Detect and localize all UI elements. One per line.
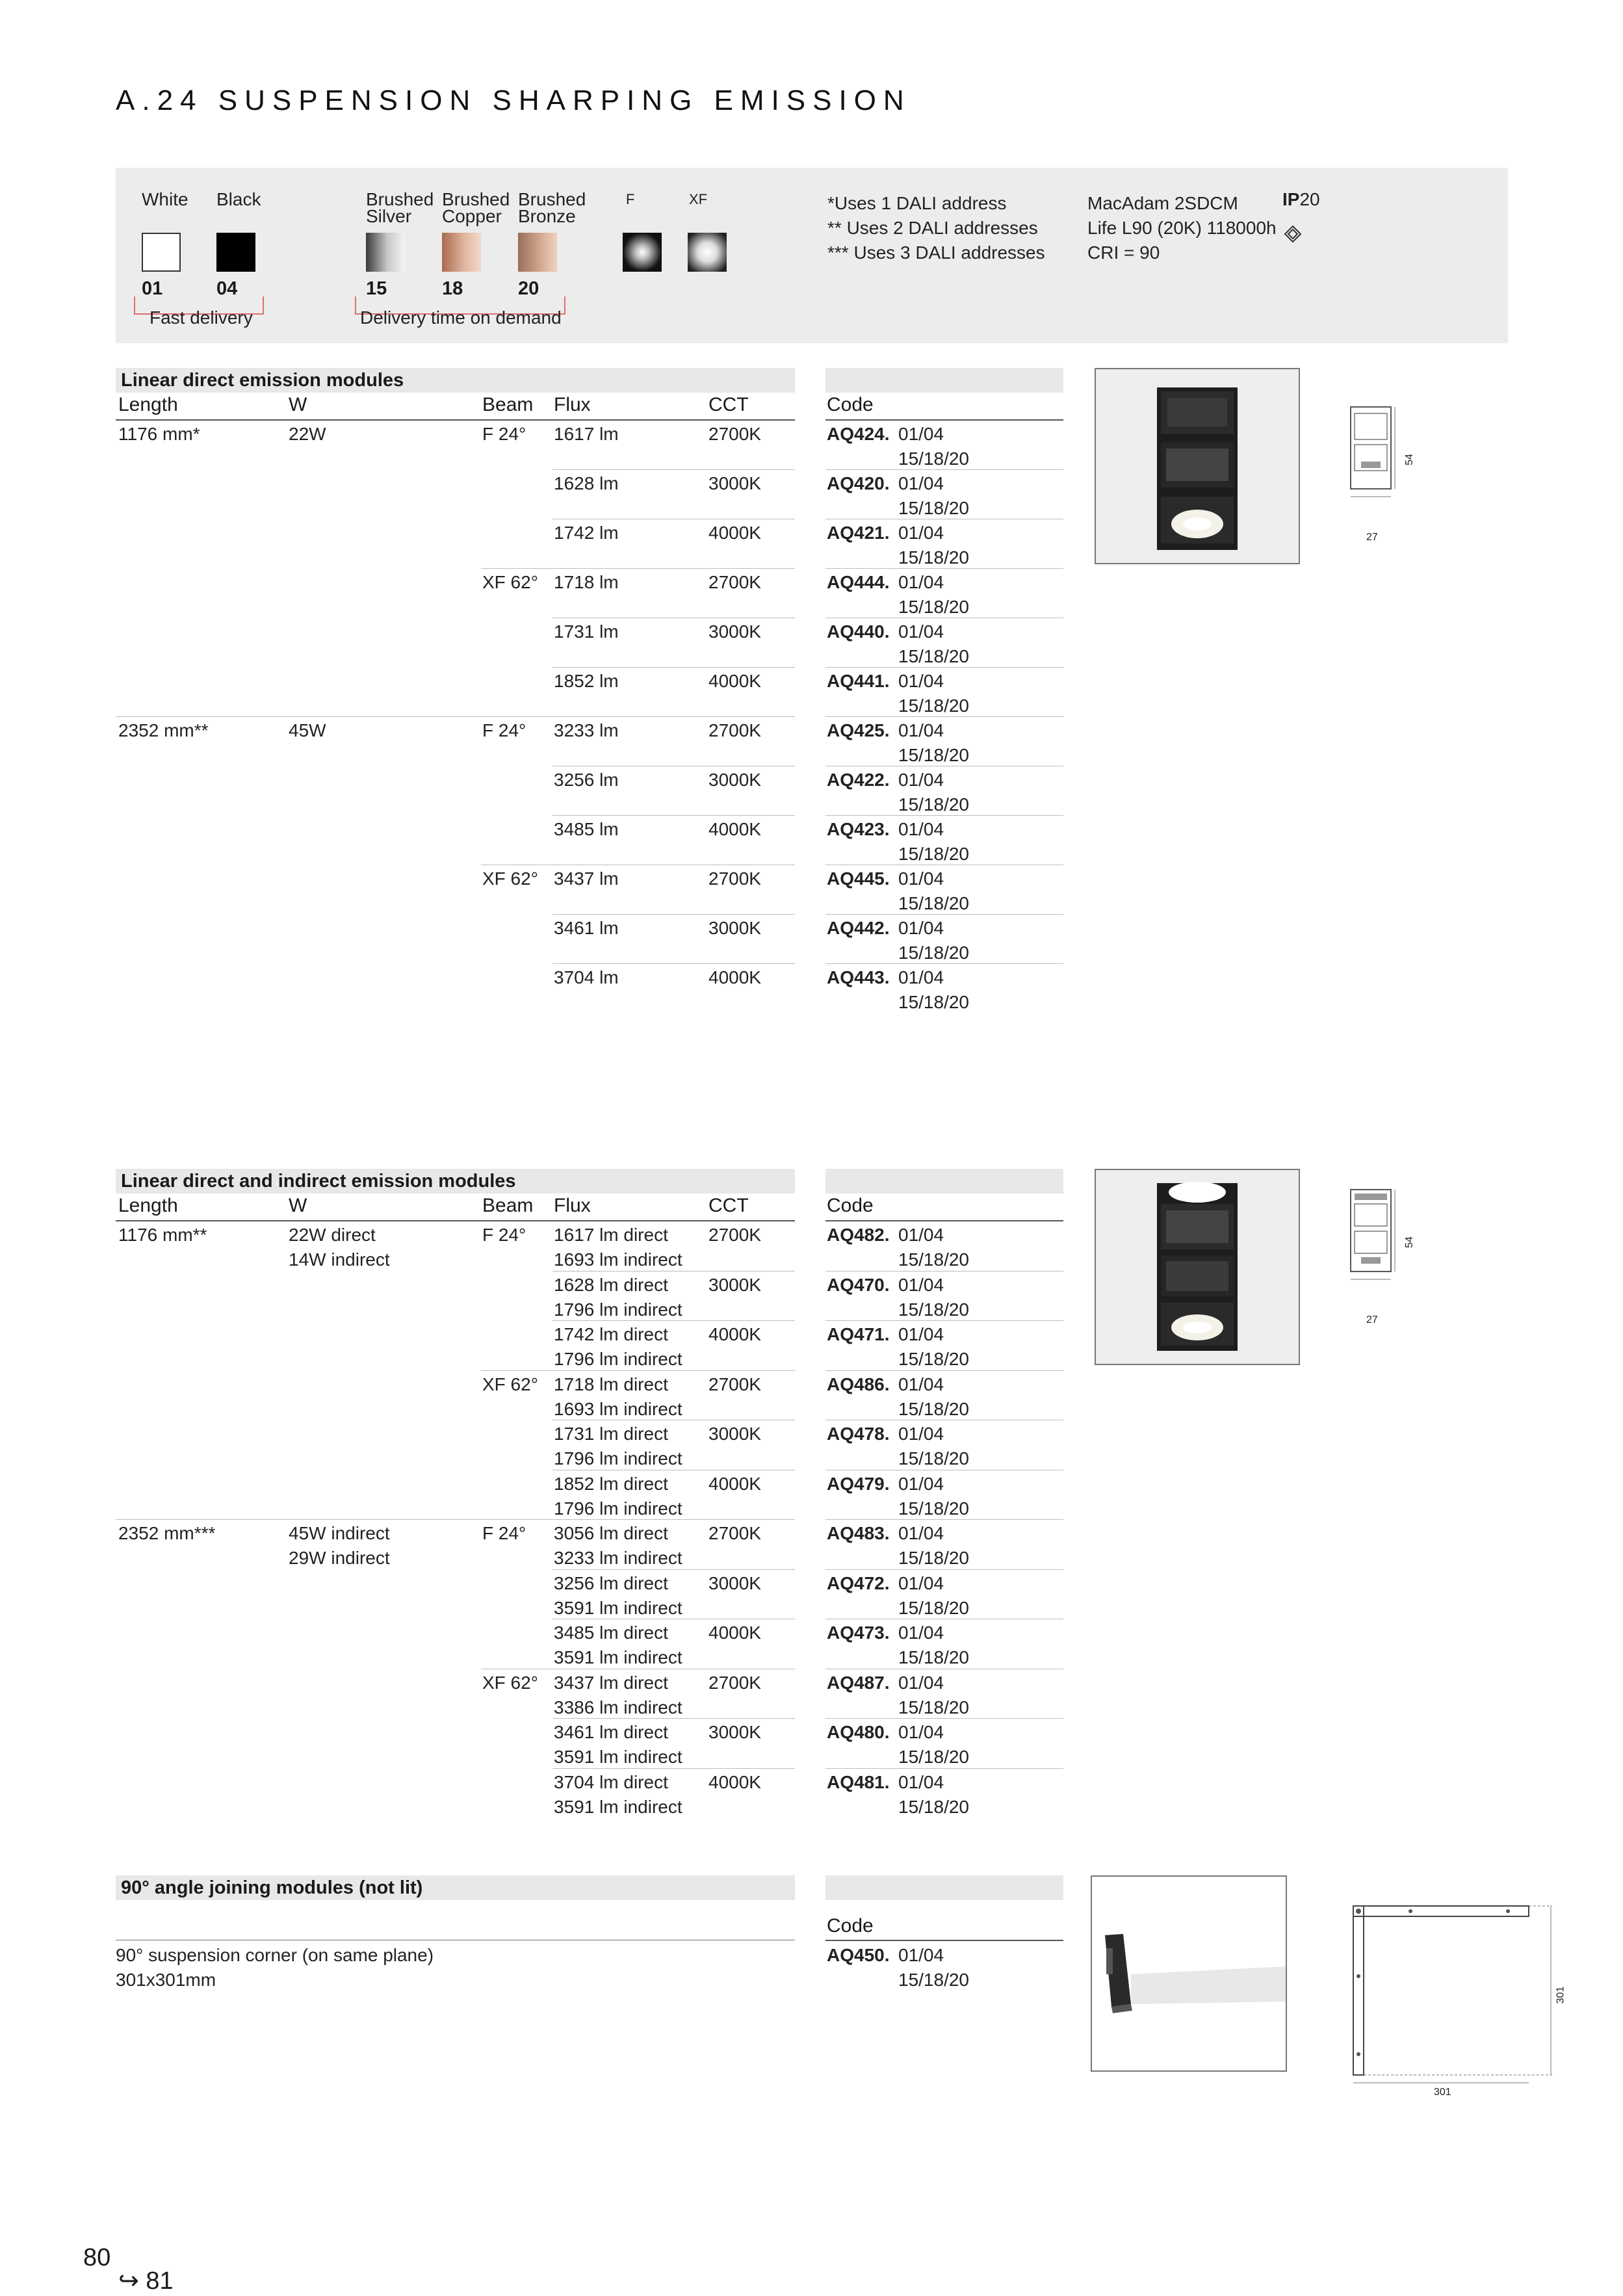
- finish-label-bronze: Brushed Bronze: [518, 189, 586, 226]
- s2-flux-indirect-cell: 3591 lm indirect: [554, 1647, 682, 1667]
- s2-code-cell: AQ479.: [827, 1474, 890, 1494]
- light-specs: MacAdam 2SDCM Life L90 (20K) 118000h CRI = 90: [1087, 193, 1277, 263]
- s2-finish-cell: 01/04: [898, 1573, 944, 1593]
- s2-code-cell: AQ473.: [827, 1623, 890, 1643]
- s3-desc-line2: 301x301mm: [116, 1970, 216, 1990]
- section1-title: Linear direct emission modules: [116, 368, 795, 393]
- table-row-divider: [116, 1519, 795, 1520]
- s1-code-cell: AQ420.: [827, 473, 890, 493]
- s1-code-cell: AQ441.: [827, 671, 890, 691]
- s2-flux-indirect-cell: 1693 lm indirect: [554, 1399, 682, 1419]
- s2-finish-cell: 01/04: [898, 1374, 944, 1394]
- s2-length-cell: 2352 mm***: [118, 1523, 216, 1543]
- code-row-divider: [825, 716, 1063, 717]
- s1-beam-cell: XF 62°: [482, 868, 538, 889]
- s2-flux-indirect-cell: 3233 lm indirect: [554, 1548, 682, 1568]
- s2-beam-cell: F 24°: [482, 1523, 526, 1543]
- s2-flux-indirect-cell: 1796 lm indirect: [554, 1448, 682, 1468]
- table-row-divider: [116, 716, 795, 717]
- code-row-divider: [825, 815, 1063, 816]
- s2-flux-indirect-cell: 1796 lm indirect: [554, 1349, 682, 1369]
- section2-title: Linear direct and indirect emission modules: [116, 1169, 795, 1194]
- s2-flux-indirect-cell: 3591 lm indirect: [554, 1747, 682, 1767]
- s1-finish-cell: 01/04: [898, 967, 944, 987]
- s1-code-cell: AQ443.: [827, 967, 890, 987]
- swatch-brushed-copper: [442, 233, 481, 272]
- s1-col-length: Length: [118, 394, 178, 415]
- s1-code-cell: AQ425.: [827, 720, 890, 740]
- s1-finish-cell: 15/18/20: [898, 745, 969, 765]
- ip-rating: IP20: [1282, 189, 1320, 209]
- s2-flux-indirect-cell: 1693 lm indirect: [554, 1249, 682, 1270]
- s1-code-header-rule: [825, 419, 1063, 421]
- s2-cct-cell: 2700K: [708, 1374, 761, 1394]
- s1-finish-cell: 01/04: [898, 424, 944, 444]
- s2-w-cell: 45W indirect: [289, 1523, 390, 1543]
- s1-beam-cell: F 24°: [482, 424, 526, 444]
- s1-cct-cell: 4000K: [708, 671, 761, 691]
- s1-finish-cell: 15/18/20: [898, 498, 969, 518]
- s2-flux-indirect-cell: 1796 lm indirect: [554, 1299, 682, 1320]
- page-number: 80: [83, 2244, 111, 2271]
- s1-col-code: Code: [827, 394, 874, 415]
- s1-length-cell: 1176 mm*: [118, 424, 200, 444]
- s3-col-code: Code: [827, 1915, 874, 1937]
- s1-cct-cell: 3000K: [708, 621, 761, 642]
- s1-flux-cell: 1718 lm: [554, 572, 619, 592]
- s2-flux-indirect-cell: 3591 lm indirect: [554, 1598, 682, 1618]
- s1-col-flux: Flux: [554, 394, 591, 415]
- s3-desc-line1: 90° suspension corner (on same plane): [116, 1945, 434, 1965]
- s1-flux-cell: 3437 lm: [554, 868, 619, 889]
- fast-delivery-label: Fast delivery: [149, 307, 253, 328]
- s2-cct-cell: 4000K: [708, 1474, 761, 1494]
- product-photo-corner: [1091, 1875, 1287, 2072]
- technical-drawing-corner: [1345, 1898, 1566, 2100]
- s2-length-cell: 1176 mm**: [118, 1225, 207, 1245]
- dim-height: 54: [1403, 1236, 1415, 1248]
- s1-finish-cell: 01/04: [898, 523, 944, 543]
- code-row-divider: [825, 469, 1063, 470]
- s2-finish-cell: 01/04: [898, 1324, 944, 1344]
- s1-finish-cell: 15/18/20: [898, 893, 969, 913]
- s2-col-length: Length: [118, 1195, 178, 1216]
- table-row-divider: [552, 1320, 795, 1321]
- s2-flux-direct-cell: 3704 lm direct: [554, 1772, 668, 1792]
- technical-drawing-direct-indirect: [1345, 1184, 1436, 1327]
- finish-code-bronze: 20: [518, 278, 539, 299]
- s2-finish-cell: 01/04: [898, 1772, 944, 1792]
- return-arrow-icon: ↪: [118, 2267, 139, 2295]
- table-row-divider: [552, 1271, 795, 1272]
- s3-fin1: 01/04: [898, 1945, 944, 1965]
- s2-flux-direct-cell: 1742 lm direct: [554, 1324, 668, 1344]
- s2-finish-cell: 15/18/20: [898, 1498, 969, 1519]
- s2-finish-cell: 15/18/20: [898, 1249, 969, 1270]
- s2-header-rule: [116, 1220, 795, 1221]
- s1-w-cell: 22W: [289, 424, 326, 444]
- s2-code-cell: AQ481.: [827, 1772, 890, 1792]
- s2-flux-indirect-cell: 3591 lm indirect: [554, 1797, 682, 1817]
- s1-finish-cell: 15/18/20: [898, 547, 969, 567]
- s1-finish-cell: 15/18/20: [898, 696, 969, 716]
- table-row-divider: [481, 568, 795, 569]
- technical-drawing-direct: [1345, 402, 1436, 545]
- s1-flux-cell: 3256 lm: [554, 770, 619, 790]
- s2-flux-direct-cell: 1731 lm direct: [554, 1424, 668, 1444]
- s1-cct-cell: 3000K: [708, 473, 761, 493]
- finish-label-f: F: [626, 191, 635, 207]
- s2-cct-cell: 4000K: [708, 1324, 761, 1344]
- s2-code-header-rule: [825, 1220, 1063, 1221]
- swatch-xf-beam: [688, 233, 727, 272]
- s1-code-cell: AQ445.: [827, 868, 890, 889]
- s2-flux-indirect-cell: 3386 lm indirect: [554, 1697, 682, 1717]
- table-row-divider: [552, 963, 795, 964]
- s2-w-cell: 29W indirect: [289, 1548, 390, 1568]
- dim-width: 27: [1366, 1314, 1378, 1325]
- s1-finish-cell: 15/18/20: [898, 597, 969, 617]
- s2-cct-cell: 3000K: [708, 1424, 761, 1444]
- s1-col-w: W: [289, 394, 307, 415]
- s1-header-rule: [116, 419, 795, 421]
- s1-flux-cell: 3233 lm: [554, 720, 619, 740]
- dali-notes: *Uses 1 DALI address ** Uses 2 DALI addresses *** Uses 3 DALI addresses: [827, 193, 1045, 263]
- s2-finish-cell: 15/18/20: [898, 1548, 969, 1568]
- s2-finish-cell: 15/18/20: [898, 1399, 969, 1419]
- s1-cct-cell: 2700K: [708, 868, 761, 889]
- s1-flux-cell: 3704 lm: [554, 967, 619, 987]
- s3-fin2: 15/18/20: [898, 1970, 969, 1990]
- s3-code-rule: [825, 1940, 1063, 1941]
- s1-col-cct: CCT: [708, 394, 749, 415]
- s2-finish-cell: 01/04: [898, 1673, 944, 1693]
- code-row-divider: [825, 914, 1063, 915]
- s1-code-cell: AQ444.: [827, 572, 890, 592]
- section3-code-bar: [825, 1875, 1063, 1900]
- table-row-divider: [552, 815, 795, 816]
- s1-flux-cell: 3461 lm: [554, 918, 619, 938]
- s2-cct-cell: 4000K: [708, 1772, 761, 1792]
- dim-height: 301: [1555, 1986, 1566, 2004]
- s2-finish-cell: 15/18/20: [898, 1299, 969, 1320]
- s1-beam-cell: XF 62°: [482, 572, 538, 592]
- s2-beam-cell: F 24°: [482, 1225, 526, 1245]
- s1-finish-cell: 01/04: [898, 770, 944, 790]
- swatch-brushed-silver: [366, 233, 405, 272]
- swatch-white: [142, 233, 181, 272]
- finish-label-silver: Brushed Silver: [366, 189, 434, 226]
- s2-flux-direct-cell: 3461 lm direct: [554, 1722, 668, 1742]
- finish-label-copper: Brushed Copper: [442, 189, 510, 226]
- s1-finish-cell: 15/18/20: [898, 794, 969, 815]
- s1-finish-cell: 01/04: [898, 621, 944, 642]
- demand-delivery-label: Delivery time on demand: [360, 307, 562, 328]
- s2-code-cell: AQ487.: [827, 1673, 890, 1693]
- dim-width: 27: [1366, 532, 1378, 543]
- s1-finish-cell: 15/18/20: [898, 646, 969, 666]
- s2-beam-cell: XF 62°: [482, 1673, 538, 1693]
- s1-cct-cell: 4000K: [708, 523, 761, 543]
- s2-flux-direct-cell: 1852 lm direct: [554, 1474, 668, 1494]
- s1-flux-cell: 1742 lm: [554, 523, 619, 543]
- s2-flux-direct-cell: 3437 lm direct: [554, 1673, 668, 1693]
- s1-finish-cell: 01/04: [898, 918, 944, 938]
- s1-code-cell: AQ442.: [827, 918, 890, 938]
- table-row-divider: [552, 469, 795, 470]
- s1-finish-cell: 01/04: [898, 819, 944, 839]
- class-ii-icon: [1284, 225, 1302, 243]
- s2-finish-cell: 15/18/20: [898, 1598, 969, 1618]
- product-photo-direct-indirect: [1095, 1169, 1300, 1365]
- table-row-divider: [552, 1718, 795, 1719]
- s2-cct-cell: 3000K: [708, 1275, 761, 1295]
- s2-finish-cell: 15/18/20: [898, 1349, 969, 1369]
- s1-finish-cell: 15/18/20: [898, 943, 969, 963]
- code-row-divider: [825, 568, 1063, 569]
- s2-flux-direct-cell: 3056 lm direct: [554, 1523, 668, 1543]
- s1-finish-cell: 01/04: [898, 720, 944, 740]
- code-row-divider: [825, 1370, 1063, 1371]
- s1-w-cell: 45W: [289, 720, 326, 740]
- s2-finish-cell: 15/18/20: [898, 1747, 969, 1767]
- s2-code-cell: AQ478.: [827, 1424, 890, 1444]
- s1-finish-cell: 15/18/20: [898, 449, 969, 469]
- s2-finish-cell: 01/04: [898, 1623, 944, 1643]
- s2-beam-cell: XF 62°: [482, 1374, 538, 1394]
- s1-cct-cell: 2700K: [708, 720, 761, 740]
- s1-finish-cell: 01/04: [898, 572, 944, 592]
- s2-finish-cell: 15/18/20: [898, 1797, 969, 1817]
- s1-cct-cell: 4000K: [708, 819, 761, 839]
- s2-col-cct: CCT: [708, 1195, 749, 1216]
- s2-finish-cell: 01/04: [898, 1474, 944, 1494]
- s2-finish-cell: 15/18/20: [898, 1448, 969, 1468]
- s1-finish-cell: 15/18/20: [898, 844, 969, 864]
- s2-flux-direct-cell: 1718 lm direct: [554, 1374, 668, 1394]
- s2-finish-cell: 01/04: [898, 1523, 944, 1543]
- section2-code-bar: [825, 1169, 1063, 1194]
- s2-code-cell: AQ470.: [827, 1275, 890, 1295]
- table-row-divider: [552, 1768, 795, 1769]
- finish-label-black: Black: [216, 189, 261, 209]
- s2-cct-cell: 3000K: [708, 1722, 761, 1742]
- s2-col-code: Code: [827, 1195, 874, 1216]
- s1-cct-cell: 3000K: [708, 918, 761, 938]
- finish-code-silver: 15: [366, 278, 387, 299]
- s2-code-cell: AQ483.: [827, 1523, 890, 1543]
- s2-code-cell: AQ480.: [827, 1722, 890, 1742]
- s2-code-cell: AQ486.: [827, 1374, 890, 1394]
- s2-flux-direct-cell: 1617 lm direct: [554, 1225, 668, 1245]
- s2-flux-direct-cell: 3256 lm direct: [554, 1573, 668, 1593]
- next-page-link[interactable]: ↪ 81: [118, 2267, 174, 2295]
- code-row-divider: [825, 1320, 1063, 1321]
- s2-flux-direct-cell: 3485 lm direct: [554, 1623, 668, 1643]
- s2-cct-cell: 2700K: [708, 1225, 761, 1245]
- finish-code-copper: 18: [442, 278, 463, 299]
- s3-code: AQ450.: [827, 1945, 890, 1965]
- s1-length-cell: 2352 mm**: [118, 720, 209, 740]
- s1-cct-cell: 4000K: [708, 967, 761, 987]
- s1-col-beam: Beam: [482, 394, 534, 415]
- s1-finish-cell: 15/18/20: [898, 992, 969, 1012]
- s1-code-cell: AQ421.: [827, 523, 890, 543]
- s1-finish-cell: 01/04: [898, 671, 944, 691]
- finish-label-white: White: [142, 189, 188, 209]
- s1-finish-cell: 01/04: [898, 473, 944, 493]
- s1-cct-cell: 2700K: [708, 424, 761, 444]
- s1-finish-cell: 01/04: [898, 868, 944, 889]
- s2-col-beam: Beam: [482, 1195, 534, 1216]
- code-row-divider: [825, 1519, 1063, 1520]
- s2-cct-cell: 4000K: [708, 1623, 761, 1643]
- s1-code-cell: AQ422.: [827, 770, 890, 790]
- s1-code-cell: AQ424.: [827, 424, 890, 444]
- swatch-black: [216, 233, 255, 272]
- s1-code-cell: AQ440.: [827, 621, 890, 642]
- code-row-divider: [825, 1768, 1063, 1769]
- s2-w-cell: 14W indirect: [289, 1249, 390, 1270]
- s2-finish-cell: 01/04: [898, 1225, 944, 1245]
- swatch-f-beam: [623, 233, 662, 272]
- code-row-divider: [825, 1718, 1063, 1719]
- s1-flux-cell: 1731 lm: [554, 621, 619, 642]
- s1-beam-cell: F 24°: [482, 720, 526, 740]
- s2-cct-cell: 2700K: [708, 1523, 761, 1543]
- s2-code-cell: AQ472.: [827, 1573, 890, 1593]
- table-row-divider: [481, 1370, 795, 1371]
- finish-code-white: 01: [142, 278, 163, 299]
- dim-height: 54: [1403, 454, 1415, 465]
- s1-flux-cell: 3485 lm: [554, 819, 619, 839]
- s2-code-cell: AQ482.: [827, 1225, 890, 1245]
- code-row-divider: [825, 963, 1063, 964]
- finish-code-black: 04: [216, 278, 238, 299]
- s2-finish-cell: 01/04: [898, 1275, 944, 1295]
- s1-flux-cell: 1617 lm: [554, 424, 619, 444]
- s2-flux-direct-cell: 1628 lm direct: [554, 1275, 668, 1295]
- finishes-panel: [116, 168, 1508, 343]
- s2-finish-cell: 01/04: [898, 1722, 944, 1742]
- table-row-divider: [552, 914, 795, 915]
- code-row-divider: [825, 667, 1063, 668]
- section1-code-bar: [825, 368, 1063, 393]
- table-row-divider: [552, 667, 795, 668]
- s1-flux-cell: 1628 lm: [554, 473, 619, 493]
- s2-finish-cell: 15/18/20: [898, 1697, 969, 1717]
- s2-w-cell: 22W direct: [289, 1225, 376, 1245]
- s1-flux-cell: 1852 lm: [554, 671, 619, 691]
- s2-finish-cell: 15/18/20: [898, 1647, 969, 1667]
- finish-label-xf: XF: [689, 191, 708, 207]
- code-row-divider: [825, 1271, 1063, 1272]
- dim-width: 301: [1434, 2087, 1451, 2098]
- swatch-brushed-bronze: [518, 233, 557, 272]
- s2-cct-cell: 2700K: [708, 1673, 761, 1693]
- s1-cct-cell: 2700K: [708, 572, 761, 592]
- s2-code-cell: AQ471.: [827, 1324, 890, 1344]
- s2-cct-cell: 3000K: [708, 1573, 761, 1593]
- code-row-divider: [825, 1569, 1063, 1570]
- s1-code-cell: AQ423.: [827, 819, 890, 839]
- s2-flux-indirect-cell: 1796 lm indirect: [554, 1498, 682, 1519]
- table-row-divider: [552, 1569, 795, 1570]
- s2-col-w: W: [289, 1195, 307, 1216]
- section3-title: 90° angle joining modules (not lit): [116, 1875, 795, 1900]
- s2-col-flux: Flux: [554, 1195, 591, 1216]
- s1-cct-cell: 3000K: [708, 770, 761, 790]
- s2-finish-cell: 01/04: [898, 1424, 944, 1444]
- page-title: A.24 SUSPENSION SHARPING EMISSION: [116, 85, 911, 116]
- product-photo-direct: [1095, 368, 1300, 564]
